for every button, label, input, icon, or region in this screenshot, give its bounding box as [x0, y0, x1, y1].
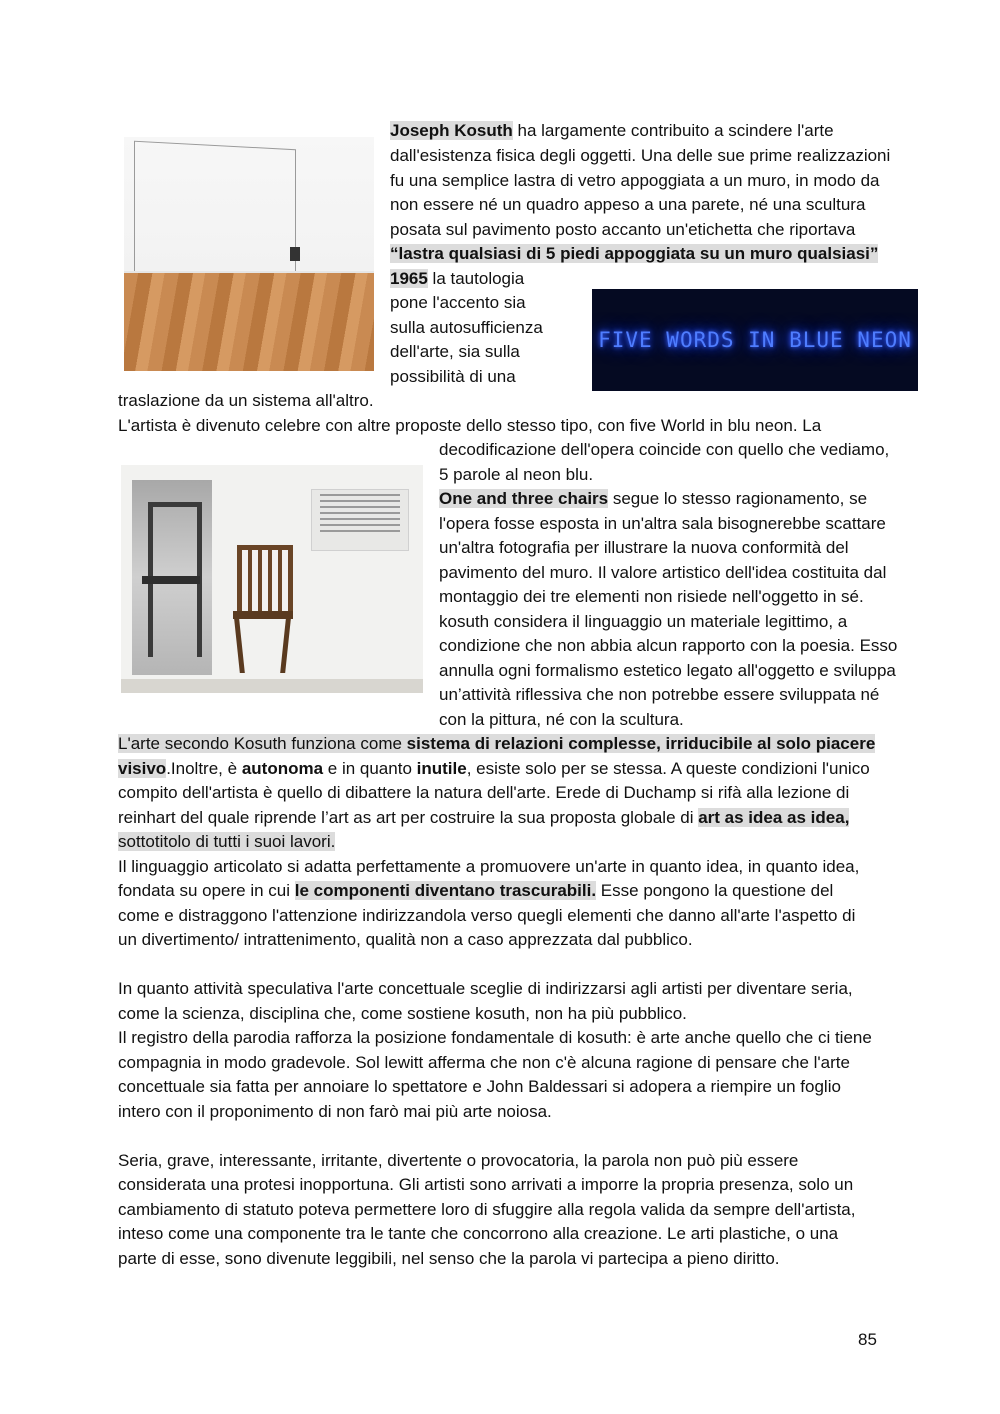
text-line: considerata una protesi inopportuna. Gli artisti sono arrivati a imporre la propria presenza, solo un — [118, 1175, 854, 1194]
text-line: cambiamento di statuto poteva permettere loro di sfuggire alla regola valida da sempre dell'artista, — [118, 1200, 856, 1219]
text-line: compito dell'artista è quello di dibattere la natura dell'arte. Erede di Duchamp si rifà alla lezione di — [118, 783, 850, 802]
text-line — [390, 242, 878, 266]
text-line: Il registro della parodia rafforza la posizione fondamentale di kosuth: è arte anche quello che ci tiene — [118, 1028, 872, 1047]
text-line: un divertimento/ intrattenimento, qualità non a caso apprezzata dal pubblico. — [118, 930, 693, 949]
text-line: montaggio dei tre elementi non risiede nell'oggetto in sé. — [439, 587, 864, 606]
text-line: compagnia in modo gradevole. Sol lewitt afferma che non c'è alcuna ragione di pensare che l'arte — [118, 1053, 850, 1072]
neon-text: FIVE WORDS IN BLUE NEON — [598, 328, 912, 352]
text-line: parte di esse, sono divenute leggibili, nel senso che la parola vi partecipa a pieno diritto. — [118, 1249, 780, 1268]
text-line: pone l'accento sia — [390, 293, 526, 312]
text-line: l'opera fosse esposta in un'altra sala bisognerebbe scattare — [439, 514, 886, 533]
artist-name: Joseph Kosuth — [390, 121, 513, 140]
text-line: posata sul pavimento posto accanto un'etichetta che riportava — [390, 220, 856, 239]
text-line: fondata su opere in cui le componenti diventano trascurabili. Esse pongono la questione del — [118, 881, 834, 900]
text-line: sulla autosufficienza — [390, 318, 543, 337]
chair-photograph — [132, 480, 212, 675]
text-line: 1965 la tautologia — [390, 269, 525, 288]
text-line: In quanto attività speculativa l'arte concettuale sceglie di indirizzarsi agli artisti per diventare seria, — [118, 979, 853, 998]
text-line: Seria, grave, interessante, irritante, divertente o provocatoria, la parola non può più essere — [118, 1151, 799, 1170]
text-line: annulla ogni formalismo estetico legato all'oggetto e sviluppa — [439, 661, 896, 680]
text-line: fu una semplice lastra di vetro appoggiata a un muro, in modo da — [390, 171, 880, 190]
definition-panel — [311, 489, 409, 551]
chairs-artwork-image — [121, 465, 423, 693]
text-line: condizione che non abbia alcun rapporto con la poesia. Esso — [439, 636, 898, 655]
text-line: visivo.Inoltre, è autonoma e in quanto inutile, esiste solo per se stessa. A queste condizioni l'unico — [118, 759, 870, 778]
text-line: dell'arte, sia sulla — [390, 342, 520, 361]
wall-switch-shape — [290, 247, 300, 261]
text-line: L'artista è divenuto celebre con altre proposte dello stesso tipo, con five World in blu neon. La — [118, 416, 822, 435]
text-line: Joseph Kosuth ha largamente contribuito a scindere l'arte — [390, 121, 834, 140]
text-line: un’attività riflessiva che non potrebbe essere sviluppata né — [439, 685, 880, 704]
text-line: possibilità di una — [390, 367, 516, 386]
text-line: con la pittura, né con la scultura. — [439, 710, 684, 729]
text-line: L'arte secondo Kosuth funziona come sistema di relazioni complesse, irriducibile al solo piacere — [118, 734, 876, 753]
text-line: pavimento del muro. Il valore artistico dell'idea costituita dal — [439, 563, 887, 582]
text-line: concettuale sia fatta per annoiare lo spettatore e John Baldessari si adopera a riempire un foglio — [118, 1077, 841, 1096]
text-line: come e distraggono l'attenzione indirizzandola verso quegli elementi che danno all'arte l'aspetto di — [118, 906, 856, 925]
text-line: kosuth considera il linguaggio un materiale legittimo, a — [439, 612, 848, 631]
text-line: decodificazione dell'opera coincide con quello che vediamo, — [439, 440, 890, 459]
year: 1965 — [390, 269, 428, 288]
wooden-chair — [233, 545, 293, 673]
glass-pane-artwork-image — [124, 137, 374, 371]
text-line: 5 parole al neon blu. — [439, 465, 594, 484]
text-line: sottotitolo di tutti i suoi lavori. — [118, 832, 336, 851]
text-line: intero con il proponimento di non farò mai più arte noiosa. — [118, 1102, 552, 1121]
text-line: come la scienza, disciplina che, come sostiene kosuth, non ha più pubblico. — [118, 1004, 687, 1023]
text-line: reinhart del quale riprende l’art as art per costruire la sua proposta globale di art as idea as idea, — [118, 808, 850, 827]
text-line: un'altra fotografia per illustrare la nuova conformità del — [439, 538, 849, 557]
artwork-title: One and three chairs — [439, 489, 609, 508]
text-line: dall'esistenza fisica degli oggetti. Una delle sue prime realizzazioni — [390, 146, 891, 165]
text-line: traslazione da un sistema all'altro. — [118, 391, 374, 410]
neon-artwork-image — [592, 289, 918, 391]
artwork-label-quote: “lastra qualsiasi di 5 piedi appoggiata su un muro qualsiasi” — [390, 244, 879, 263]
text-line: inteso come una componente tra le tante che concorrono alla creazione. Le arti plastiche, o una — [118, 1224, 839, 1243]
text-line: Il linguaggio articolato si adatta perfettamente a promuovere un'arte in quanto idea, in quanto idea, — [118, 857, 860, 876]
wood-floor-shape — [124, 273, 374, 371]
page-number: 85 — [858, 1330, 877, 1349]
text-line: non essere né un quadro appeso a una parete, né una scultura — [390, 195, 866, 214]
text-line: One and three chairs segue lo stesso ragionamento, se — [439, 489, 868, 508]
